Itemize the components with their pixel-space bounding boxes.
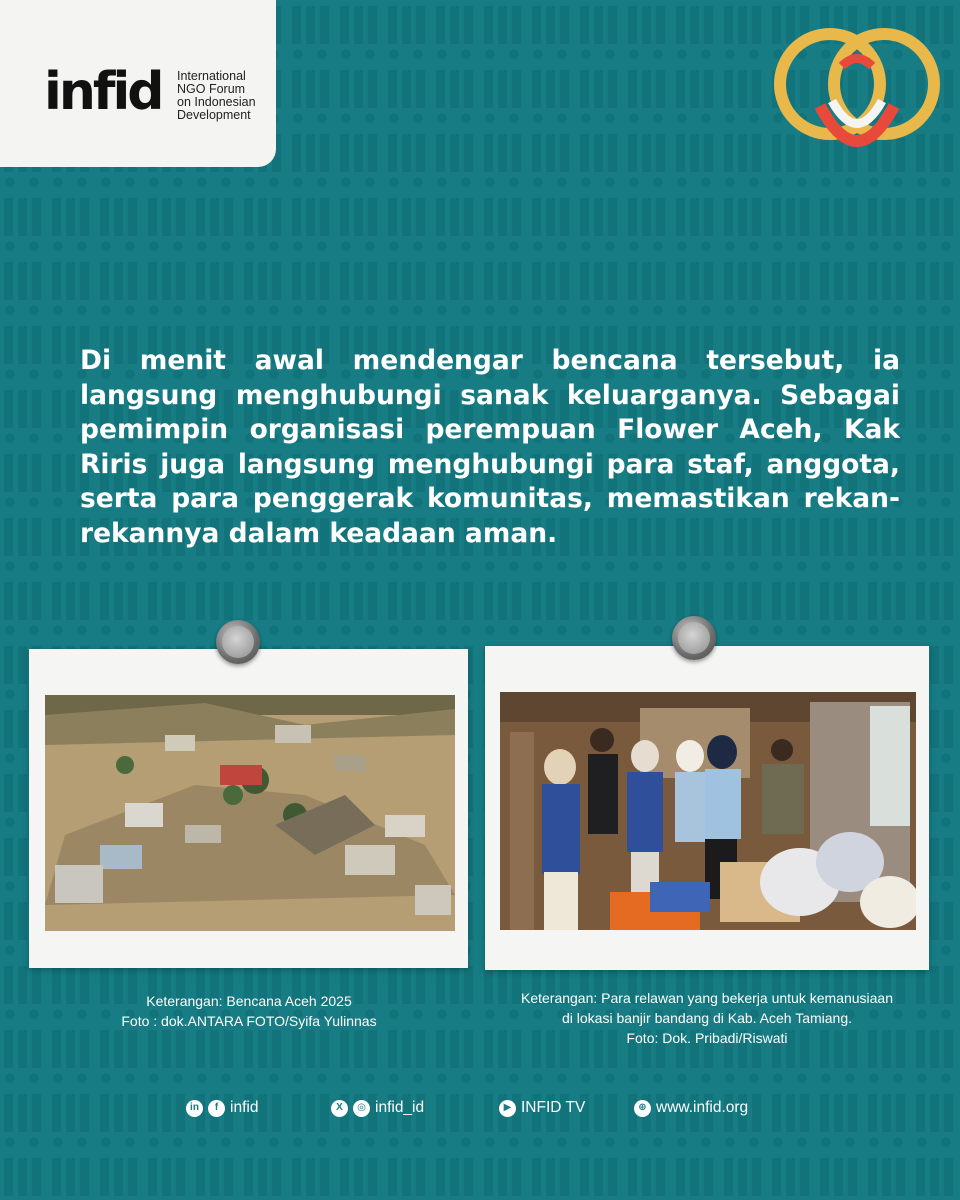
caption-flood: Keterangan: Bencana Aceh 2025 Foto : dok.ANTARA FOTO/Syifa Yulinnas: [121, 993, 377, 1029]
pushpin-icon: [216, 620, 260, 664]
social-infid[interactable]: [186, 1097, 258, 1119]
social-infid-tv[interactable]: [499, 1097, 585, 1119]
linkedin-icon[interactable]: in: [186, 1100, 203, 1117]
social-label-infid-tv[interactable]: INFID TV: [521, 1099, 586, 1116]
social-label-infid-id[interactable]: infid_id: [375, 1099, 425, 1116]
social-website[interactable]: [634, 1097, 748, 1119]
facebook-icon[interactable]: f: [208, 1100, 225, 1117]
volunteers-photo: [500, 692, 916, 930]
social-label-infid[interactable]: infid: [230, 1099, 259, 1116]
x-icon[interactable]: X: [331, 1100, 348, 1117]
globe-icon[interactable]: ⊕: [634, 1100, 651, 1117]
article-paragraph: Di menit awal mendengar bencana tersebut, ia langsung menghubungi sanak keluarganya. Sebagai pemimpin organisasi perempuan Flower Aceh, Kak Riris juga langsung menghubungi para staf, anggota, serta para penggerak komunitas, memastikan rekan-rekannya dalam keadaan aman.: [80, 345, 900, 549]
caption-volunteers: Keterangan: Para relawan yang bekerja untuk kemanusiaan di lokasi banjir bandang di Kab. Aceh Tamiang. Foto: Dok. Pribadi/Riswati: [520, 990, 894, 1046]
social-infid-id[interactable]: [331, 1097, 424, 1119]
pushpin-icon: [672, 616, 716, 660]
infid-logo: infid: [44, 62, 162, 122]
youtube-icon[interactable]: ▶: [499, 1100, 516, 1117]
social-label-website[interactable]: www.infid.org: [656, 1099, 749, 1116]
flood-aerial-photo: [45, 695, 455, 931]
photo-card-flood: [29, 649, 468, 968]
logo-tagline: International NGO Forum on Indonesian Development: [177, 69, 256, 122]
instagram-icon[interactable]: ◎: [353, 1100, 370, 1117]
heart-emblem-icon: [772, 26, 942, 166]
photo-card-volunteers: [485, 646, 929, 970]
logo-card: [0, 0, 276, 167]
